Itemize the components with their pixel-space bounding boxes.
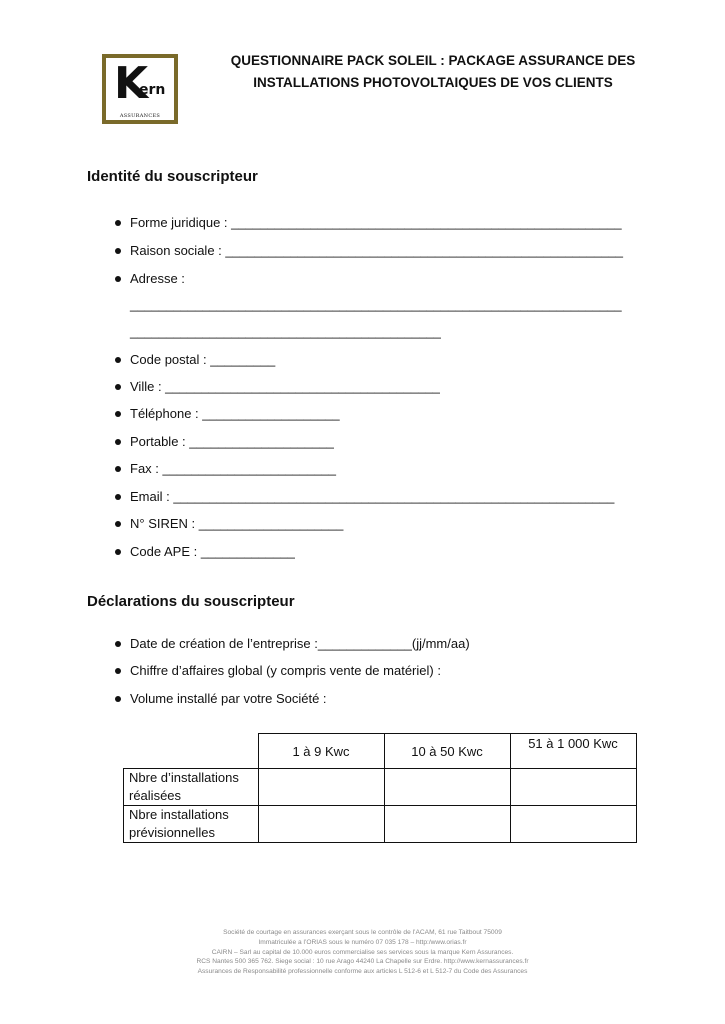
row-label: Nbre installations prévisionnelles [124,806,259,843]
title-line-1: QUESTIONNAIRE PACK SOLEIL : PACKAGE ASSURANCE DES [230,53,636,68]
document-title [200,50,666,94]
footer-line: RCS Nantes 500 365 762. Siege social : 10 rue Arago 44240 La Chapelle sur Erdre. http://www.kernassurances.fr [196,958,529,966]
footer-line: Immatriculée a l’ORIAS sous le numéro 07 035 178 – http:/www.orias.fr [258,938,467,946]
footer-line: Société de courtage en assurances exerçant sous le contrôle de l’ACAM, 61 rue Taitbout 75009 [223,929,502,936]
identite-heading: Identité du souscripteur [87,168,258,185]
bullet-icon [115,549,121,555]
table-cell[interactable] [510,806,636,843]
bullet-icon [115,466,121,472]
bullet-icon [115,248,121,254]
bullet-icon [115,641,121,647]
table-cell[interactable] [510,769,636,806]
table-corner [124,734,259,769]
bullet-icon [115,696,121,702]
logo-letter: K [114,58,147,109]
table-cell[interactable] [384,769,510,806]
bullet-icon [115,411,121,417]
footer [150,928,575,977]
declarations-heading: Déclarations du souscripteur [87,593,295,610]
table-header: 1 à 9 Kwc [258,734,384,769]
bullet-icon [115,494,121,500]
kern-logo [102,54,178,124]
table-header: 51 à 1 000 Kwc [510,734,636,769]
volume-table [123,733,637,843]
bullet-icon [115,276,121,282]
row-label: Nbre d’installations réalisées [124,769,259,806]
bullet-icon [115,521,121,527]
table-cell[interactable] [258,806,384,843]
logo-text: ern [139,82,166,98]
address-line-1: ____________________________________________________________________ [130,297,622,312]
table-header: 10 à 50 Kwc [384,734,510,769]
title-line-2: INSTALLATIONS PHOTOVOLTAIQUES DE VOS CLIENTS [253,75,613,90]
footer-line: Assurances de Responsabilité professionnelle conforme aux articles L 512-6 et L 512-7 du Code des Assurances [197,968,528,976]
bullet-icon [115,668,121,674]
logo-subtitle: ASSURANCES [119,113,161,119]
table-header-row [124,734,637,769]
table-row [124,806,637,843]
table-row [124,769,637,806]
bullet-icon [115,220,121,226]
bullet-icon [115,357,121,363]
table-cell[interactable] [384,806,510,843]
table-cell[interactable] [258,769,384,806]
address-line-2: ___________________________________________ [130,324,441,339]
bullet-icon [115,384,121,390]
bullet-icon [115,439,121,445]
footer-line: CAIRN – Sarl au capital de 10.000 euros commercialise ses services sous la marque Kern Assurances. [211,948,514,956]
